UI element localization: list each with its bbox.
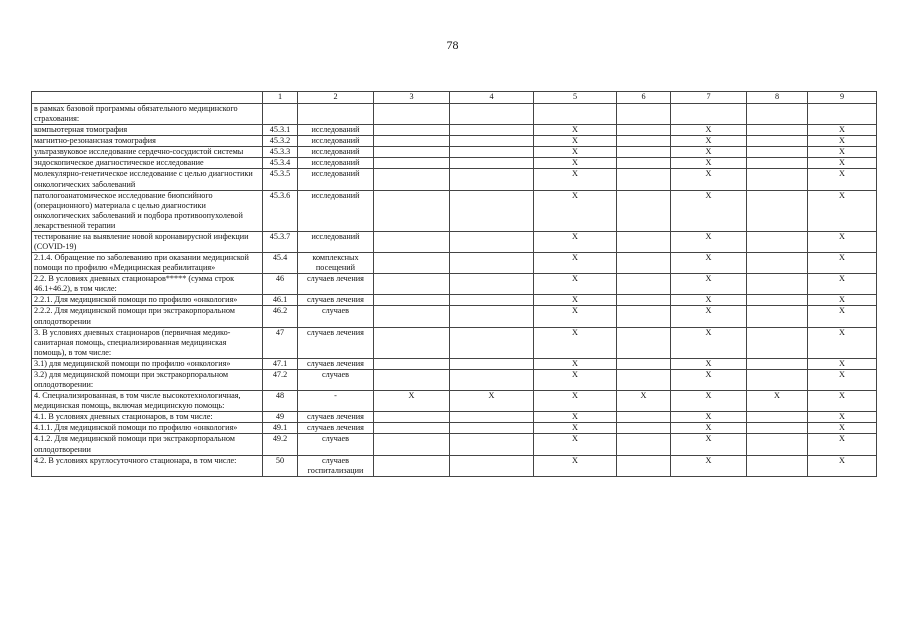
table-cell: 45.3.6 [263, 190, 298, 231]
table-cell [617, 358, 671, 369]
table-cell [617, 158, 671, 169]
table-cell [450, 423, 534, 434]
table-cell: X [808, 136, 877, 147]
table-cell: 45.3.3 [263, 147, 298, 158]
data-table [31, 91, 877, 477]
table-cell [617, 104, 671, 125]
table-cell [374, 295, 450, 306]
table-cell [450, 125, 534, 136]
table-cell: X [534, 295, 617, 306]
row-label-cell: 3. В условиях дневных стационаров (первичная медико-санитарная помощь, специализированная медицинская помощь), в том числе: [32, 327, 263, 358]
row-label-cell: 2.2.2. Для медицинской помощи при экстракорпоральном оплодотворении [32, 306, 263, 327]
table-cell [450, 158, 534, 169]
column-header-cell [32, 92, 263, 104]
table-row [32, 295, 877, 306]
table-row [32, 306, 877, 327]
table-cell [671, 104, 747, 125]
table-cell [617, 231, 671, 252]
table-cell [617, 274, 671, 295]
table-cell: 49 [263, 412, 298, 423]
row-label-cell: 4. Специализированная, в том числе высокотехнологичная, медицинская помощь, включая медицинскую помощь: [32, 391, 263, 412]
table-cell [374, 358, 450, 369]
table-cell [747, 434, 808, 455]
table-cell [617, 147, 671, 158]
table-cell [263, 104, 298, 125]
table-cell [617, 369, 671, 390]
table-cell [617, 412, 671, 423]
table-row [32, 423, 877, 434]
column-header-cell: 6 [617, 92, 671, 104]
table-cell [374, 158, 450, 169]
table-cell: 50 [263, 455, 298, 476]
table-row [32, 158, 877, 169]
table-cell: 49.2 [263, 434, 298, 455]
table-cell: X [534, 391, 617, 412]
row-label-cell: эндоскопическое диагностическое исследование [32, 158, 263, 169]
row-label-cell: магнитно-резонансная томография [32, 136, 263, 147]
table-cell: случаев [298, 369, 374, 390]
table-cell [374, 455, 450, 476]
table-cell: X [671, 306, 747, 327]
table-cell: 45.3.4 [263, 158, 298, 169]
table-cell [617, 253, 671, 274]
table-cell: 48 [263, 391, 298, 412]
table-cell [450, 412, 534, 423]
table-cell [747, 253, 808, 274]
table-cell: случаев лечения [298, 295, 374, 306]
row-label-cell: 4.1.1. Для медицинской помощи по профилю «онкология» [32, 423, 263, 434]
table-cell [450, 169, 534, 190]
table-row [32, 190, 877, 231]
table-cell: X [808, 158, 877, 169]
table-cell [747, 231, 808, 252]
table-cell: 47.2 [263, 369, 298, 390]
table-cell [747, 327, 808, 358]
table-cell: X [808, 327, 877, 358]
table-cell [747, 455, 808, 476]
table-cell [450, 190, 534, 231]
table-cell [747, 295, 808, 306]
table-cell [808, 104, 877, 125]
table-cell: 45.3.2 [263, 136, 298, 147]
table-cell: X [671, 455, 747, 476]
table-cell: X [808, 169, 877, 190]
table-cell [617, 327, 671, 358]
table-cell [374, 136, 450, 147]
table-cell: X [374, 391, 450, 412]
table-cell: 46 [263, 274, 298, 295]
row-label-cell: патологоанатомическое исследование биопсийного (операционного) материала с целью диагностики онкологических заболеваний и подбора противоопухолевой лекарственной терапии [32, 190, 263, 231]
table-cell: случаев [298, 434, 374, 455]
table-cell: X [671, 295, 747, 306]
table-cell: X [671, 423, 747, 434]
table-cell: X [808, 274, 877, 295]
table-cell: случаев госпитализации [298, 455, 374, 476]
row-label-cell: 3.2) для медицинской помощи при экстракорпоральном оплодотворении: [32, 369, 263, 390]
table-cell: 45.4 [263, 253, 298, 274]
table-cell: исследований [298, 169, 374, 190]
table-cell: случаев лечения [298, 412, 374, 423]
table-cell [450, 147, 534, 158]
table-cell: X [747, 391, 808, 412]
table-cell: X [671, 391, 747, 412]
table-cell [450, 434, 534, 455]
table-cell: X [534, 147, 617, 158]
table-row [32, 104, 877, 125]
table-cell [374, 327, 450, 358]
table-cell: X [534, 190, 617, 231]
table-cell: X [808, 190, 877, 231]
table-row [32, 125, 877, 136]
table-cell [617, 434, 671, 455]
table-cell: X [534, 434, 617, 455]
table-cell: X [808, 253, 877, 274]
table-cell: 47.1 [263, 358, 298, 369]
table-cell: исследований [298, 125, 374, 136]
table-cell [374, 190, 450, 231]
table-cell: 49.1 [263, 423, 298, 434]
table-cell: X [671, 253, 747, 274]
table-cell: случаев лечения [298, 327, 374, 358]
table-cell: исследований [298, 231, 374, 252]
row-label-cell: в рамках базовой программы обязательного медицинского страхования: [32, 104, 263, 125]
table-row [32, 136, 877, 147]
table-cell: X [671, 190, 747, 231]
table-cell: X [534, 253, 617, 274]
table-cell [374, 412, 450, 423]
table-cell [617, 295, 671, 306]
row-label-cell: 3.1) для медицинской помощи по профилю «онкология» [32, 358, 263, 369]
row-label-cell: 2.2. В условиях дневных стационаров***** (сумма строк 46.1+46.2), в том числе: [32, 274, 263, 295]
table-row [32, 169, 877, 190]
table-cell: X [534, 136, 617, 147]
table-cell: X [534, 369, 617, 390]
table-cell: 46.1 [263, 295, 298, 306]
column-header-cell: 2 [298, 92, 374, 104]
table-cell: исследований [298, 190, 374, 231]
table-cell: X [808, 358, 877, 369]
column-header-cell: 5 [534, 92, 617, 104]
table-cell: исследований [298, 136, 374, 147]
table-cell [617, 190, 671, 231]
table-cell: X [808, 369, 877, 390]
table-cell: X [808, 306, 877, 327]
table-cell [747, 147, 808, 158]
row-label-cell: тестирование на выявление новой коронавирусной инфекции (COVID-19) [32, 231, 263, 252]
table-cell: X [534, 169, 617, 190]
table-cell [374, 253, 450, 274]
table-cell: X [671, 158, 747, 169]
table-row [32, 412, 877, 423]
table-cell: X [534, 423, 617, 434]
table-cell [747, 158, 808, 169]
table-row [32, 327, 877, 358]
table-cell: X [671, 327, 747, 358]
table-cell [450, 358, 534, 369]
table-cell [747, 423, 808, 434]
table-cell [450, 253, 534, 274]
table-row [32, 434, 877, 455]
table-cell [747, 274, 808, 295]
table-cell [374, 434, 450, 455]
table-cell [747, 136, 808, 147]
table-row [32, 391, 877, 412]
table-cell: X [808, 125, 877, 136]
table-cell [374, 274, 450, 295]
table-cell [747, 369, 808, 390]
table-cell: X [671, 231, 747, 252]
table-cell [747, 169, 808, 190]
table-cell: X [671, 358, 747, 369]
table-cell: X [671, 274, 747, 295]
row-label-cell: компьютерная томография [32, 125, 263, 136]
table-cell: 45.3.1 [263, 125, 298, 136]
table-cell [450, 231, 534, 252]
column-header-cell: 3 [374, 92, 450, 104]
table-cell [450, 306, 534, 327]
table-cell: X [534, 455, 617, 476]
table-cell: 47 [263, 327, 298, 358]
table-cell: X [534, 358, 617, 369]
table-cell [374, 169, 450, 190]
table-cell: X [808, 147, 877, 158]
row-label-cell: 4.2. В условиях круглосуточного стационара, в том числе: [32, 455, 263, 476]
table-row [32, 369, 877, 390]
table-cell: X [671, 147, 747, 158]
row-label-cell: 4.1.2. Для медицинской помощи при экстракорпоральном оплодотворении [32, 434, 263, 455]
table-cell [450, 327, 534, 358]
row-label-cell: 4.1. В условиях дневных стационаров, в том числе: [32, 412, 263, 423]
column-header-cell: 7 [671, 92, 747, 104]
table-cell: X [534, 306, 617, 327]
table-cell: X [671, 412, 747, 423]
table-cell: X [808, 455, 877, 476]
table-cell: X [808, 231, 877, 252]
table-cell: X [671, 434, 747, 455]
table-cell: X [808, 434, 877, 455]
table-cell: X [534, 158, 617, 169]
table-cell [450, 136, 534, 147]
table-cell [747, 412, 808, 423]
table-cell: 46.2 [263, 306, 298, 327]
table-cell [617, 125, 671, 136]
table-cell: X [671, 369, 747, 390]
table-cell: случаев лечения [298, 274, 374, 295]
table-cell: случаев лечения [298, 423, 374, 434]
table-header-row [32, 92, 877, 104]
table-cell: комплексных посещений [298, 253, 374, 274]
table-cell: случаев [298, 306, 374, 327]
table-cell: случаев лечения [298, 358, 374, 369]
row-label-cell: молекулярно-генетическое исследование с целью диагностики онкологических заболеваний [32, 169, 263, 190]
table-row [32, 455, 877, 476]
table-cell [747, 358, 808, 369]
table-cell [747, 104, 808, 125]
table-cell [534, 104, 617, 125]
table-cell [374, 306, 450, 327]
table-cell [747, 306, 808, 327]
table-cell [374, 423, 450, 434]
table-row [32, 274, 877, 295]
row-label-cell: ультразвуковое исследование сердечно-сосудистой системы [32, 147, 263, 158]
table-cell: X [671, 136, 747, 147]
table-cell: X [534, 327, 617, 358]
table-cell: X [534, 231, 617, 252]
row-label-cell: 2.2.1. Для медицинской помощи по профилю «онкология» [32, 295, 263, 306]
table-cell [450, 295, 534, 306]
table-cell [450, 369, 534, 390]
table-cell: X [534, 274, 617, 295]
table-row [32, 358, 877, 369]
table-cell [617, 455, 671, 476]
table-cell: исследований [298, 147, 374, 158]
table-cell: X [808, 295, 877, 306]
table-cell [374, 125, 450, 136]
column-header-cell: 8 [747, 92, 808, 104]
table-cell: 45.3.7 [263, 231, 298, 252]
table-cell [617, 169, 671, 190]
page-number: 78 [446, 38, 459, 52]
column-header-cell: 1 [263, 92, 298, 104]
table-cell: 45.3.5 [263, 169, 298, 190]
table-cell [450, 274, 534, 295]
table-cell [374, 147, 450, 158]
table-cell [617, 136, 671, 147]
table-row [32, 253, 877, 274]
table-cell [747, 190, 808, 231]
table-cell: X [808, 423, 877, 434]
table-cell [450, 104, 534, 125]
table-cell [374, 104, 450, 125]
table-cell: X [450, 391, 534, 412]
table-cell [374, 231, 450, 252]
table-cell: X [671, 125, 747, 136]
table-row [32, 147, 877, 158]
table-cell: - [298, 391, 374, 412]
row-label-cell: 2.1.4. Обращение по заболеванию при оказании медицинской помощи по профилю «Медицинская реабилитация» [32, 253, 263, 274]
column-header-cell: 4 [450, 92, 534, 104]
table-cell [617, 423, 671, 434]
table-cell: X [617, 391, 671, 412]
table-cell [298, 104, 374, 125]
table-cell: X [808, 391, 877, 412]
table-row [32, 231, 877, 252]
table-cell [450, 455, 534, 476]
table-cell: X [534, 125, 617, 136]
table-cell [617, 306, 671, 327]
table-cell [747, 125, 808, 136]
table-cell: X [671, 169, 747, 190]
column-header-cell: 9 [808, 92, 877, 104]
table-cell: исследований [298, 158, 374, 169]
table-cell [374, 369, 450, 390]
table-cell: X [534, 412, 617, 423]
table-cell: X [808, 412, 877, 423]
